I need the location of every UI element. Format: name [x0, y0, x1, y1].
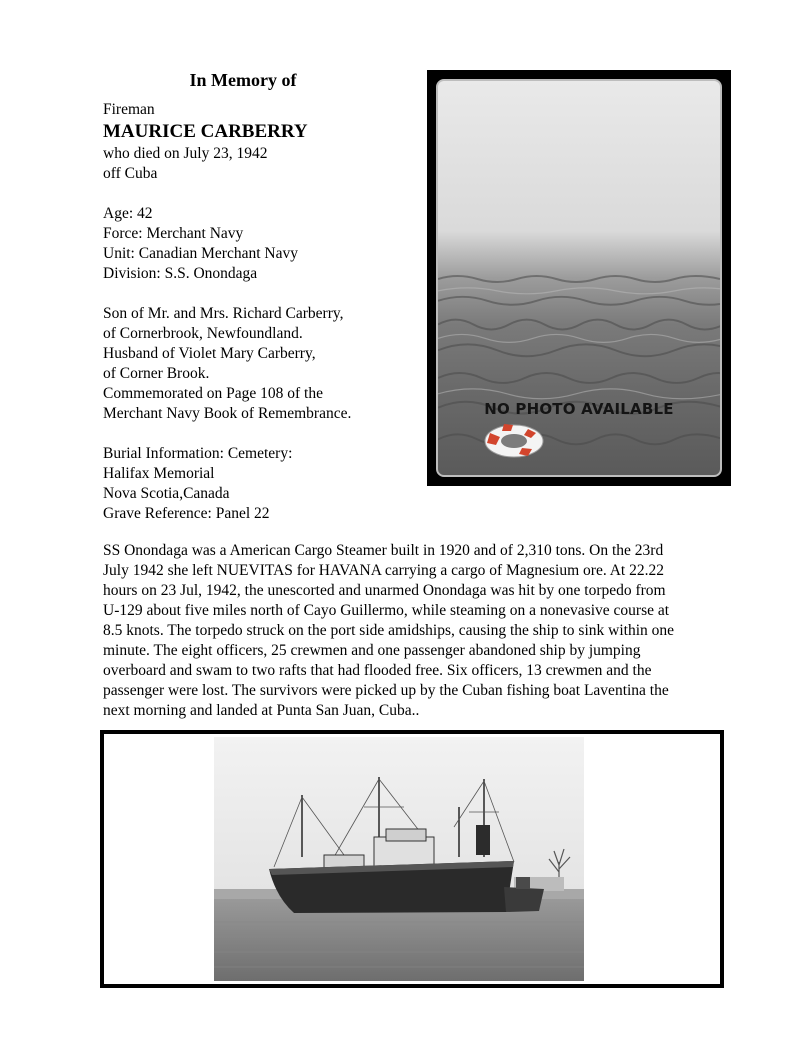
sinking-narrative [103, 541, 733, 721]
family-line: Commemorated on Page 108 of the [103, 385, 323, 402]
narrative-line: minute. The eight officers, 25 crewmen and one passenger abandoned ship by jumping [103, 642, 641, 659]
ship-photo-frame [100, 730, 724, 988]
narrative-line: next morning and landed at Punta San Juan, Cuba.. [103, 702, 420, 719]
death-place: off Cuba [103, 165, 158, 182]
narrative-line: 8.5 knots. The torpedo struck on the port side amidships, causing the ship to sink within one [103, 622, 675, 639]
narrative-line: U-129 about five miles north of Cayo Guillermo, while steaming on a nonevasive course at [103, 602, 670, 619]
narrative-line: July 1942 she left NUEVITAS for HAVANA carrying a cargo of Magnesium ore. At 22.22 [103, 562, 664, 579]
lifebuoy-icon [482, 421, 546, 461]
family-line: Son of Mr. and Mrs. Richard Carberry, [103, 305, 344, 322]
family-line: Merchant Navy Book of Remembrance. [103, 405, 352, 422]
rank: Fireman [103, 101, 155, 118]
age: Age: 42 [103, 205, 153, 222]
deceased-name: MAURICE CARBERRY [103, 121, 308, 142]
sea-image [436, 79, 722, 477]
ship-photo [214, 737, 584, 981]
unit: Unit: Canadian Merchant Navy [103, 245, 298, 262]
family-line: of Cornerbrook, Newfoundland. [103, 325, 303, 342]
force: Force: Merchant Navy [103, 225, 244, 242]
narrative-line: hours on 23 Jul, 1942, the unescorted and unarmed Onondaga was hit by one torpedo from [103, 582, 666, 599]
family-line: of Corner Brook. [103, 365, 210, 382]
family-line: Husband of Violet Mary Carberry, [103, 345, 316, 362]
division: Division: S.S. Onondaga [103, 265, 258, 282]
portrait-placeholder-frame [427, 70, 731, 486]
narrative-line: passenger were lost. The survivors were picked up by the Cuban fishing boat Laventina the [103, 682, 669, 699]
death-date: who died on July 23, 1942 [103, 145, 268, 162]
memorial-info [103, 100, 423, 524]
burial-line: Grave Reference: Panel 22 [103, 505, 270, 522]
no-photo-label: NO PHOTO AVAILABLE [484, 400, 674, 418]
narrative-line: overboard and swam to two rafts that had flooded free. Six officers, 13 crewmen and the [103, 662, 652, 679]
memorial-heading: In Memory of [189, 70, 297, 90]
burial-line: Burial Information: Cemetery: [103, 445, 293, 462]
burial-line: Halifax Memorial [103, 465, 215, 482]
burial-line: Nova Scotia,Canada [103, 485, 230, 502]
narrative-line: SS Onondaga was a American Cargo Steamer built in 1920 and of 2,310 tons. On the 23rd [103, 542, 664, 559]
